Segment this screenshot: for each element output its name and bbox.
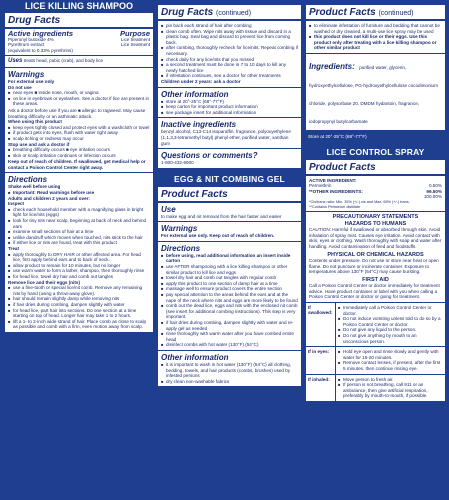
gel-directions-section [158,241,301,350]
adults-text: Adults and children 2 years and over: [8,195,90,201]
first-aid-swallowed-row [306,302,445,346]
remove-item: ■ lift a 1- to 2-inch wide strand of hair. Place comb as close to scalp as possible and comb with a firm, even motion away from scalp. [8,319,150,330]
lice-shampoo-column [4,0,154,335]
treat-item: ■ use warm water to form a lather, shampoo, then thoroughly rinse [8,268,150,274]
inhaled-item: ■ If person is not breathing, call 911 or an ambulance, then give artificial respiration, preferably by mouth-to-mouth, if possible. [338,382,443,399]
spray-product-facts-title: Product Facts [306,160,445,176]
ingredient-purpose: Lice treatment [120,36,150,42]
directions-section [5,172,153,331]
remove-item: ■ for head lice, part hair into sections. Do one section at a time starting on top of head. Longer hair may take 1 to 2 hours. [8,308,150,319]
swallowed-label: If swallowed: [306,303,336,346]
product-continued-item: ■ to eliminate infestation of furniture and bedding that cannot be washed or dry cleaned, a multi-use lice spray may be used [309,23,442,34]
swallowed-item: ■ Do not induce vomiting unless told to do so by a Poison Control Center or doctor. [338,316,443,327]
uses-section [5,55,153,67]
phone-number: 1-800-432-6900 [161,160,194,166]
first-aid-inhaled-row [306,374,445,401]
precaution-section [306,211,445,302]
gel-other-info-section [158,350,301,386]
inhaled-items [336,375,445,401]
swallowed-item: ■ Do not give anything by mouth to an unconscious person. [338,333,443,344]
drug-facts-continued-panel [157,4,302,169]
eyes-label: If in eyes: [306,347,336,373]
product-facts-continued-panel [305,4,446,131]
continued-label: (continued) [216,10,252,17]
when-using-item: ■ scalp itching or redness may occur [8,136,150,142]
remove-item: ■ hair should remain slightly damp while removing nits [8,296,150,302]
stop-use-item: ■ skin or scalp irritation continues or infection occurs [8,153,150,159]
gel-direction-item: ■ if hair dries during combing, dampen slightly with water and re-apply gel as needed [161,320,298,331]
warnings-label: Warnings [8,69,45,79]
questions-label: Questions or comments? [161,151,258,161]
uses-text: treats head, pubic (crab), and body lice [23,58,104,64]
ingredient-name: (equivalent to 0.33% pyrethrins) [8,47,73,53]
active-ingredients-label: Active ingredients [8,29,74,38]
external-use: For external use only [8,78,55,84]
right-column [305,0,446,404]
directions-label: Directions [8,175,48,185]
uses-label: Uses [8,58,23,65]
remove-item: ■ use a fine-tooth or special lice/nit comb. Remove any remaining nits by hand (using a throw-away glove). [8,285,150,296]
gel-direction-item: ■ rinse thoroughly with warm water after you have combed entire head [161,331,298,342]
physical-title: PHYSICAL OR CHEMICAL HAZARDS [327,251,424,258]
first-aid-eyes-row [306,346,445,373]
when-using-item: ■ if product gets into eyes, flush with water right away [8,130,150,136]
gel-ingredients-text: purified water, glycerin, hydroxyethylcellulose, PG-hydroxyethylcellulose cocodimonium chloride, polysorbate 20, DMDM hydantoin, fragrance, iodopropynyl butylcarbamate [309,64,438,124]
continued-item: ■ clean comb often. Wipe nits away with tissue and discard in a plastic bag. Seal bag and discard to prevent lice from coming back. [161,29,298,46]
drug-facts-continued-label: Drug Facts [161,7,214,18]
drug-facts-continued-title [158,5,301,21]
shake-text: Shake well before using [8,184,61,190]
warnings-section [5,67,153,173]
questions-section [158,148,301,168]
lice-spray-panel [305,159,446,402]
keep-out-text: Keep out of reach of children. If swallowed, get medical help or contact a Poison Control Center right away. [8,159,146,170]
treat-item: ■ apply thoroughly to DRY HAIR or other affected area. For head lice, first apply behind ears and to back of neck. [8,252,150,263]
active-ingredients-section [5,29,153,55]
inactive-ingredients-section [158,117,301,148]
inspect-item: ■ examine small sections of hair at a time [8,229,150,235]
shampoo-drug-facts-panel [4,12,154,333]
gel-direction-item: ■ towel dry hair and comb out tangles with regular comb [161,275,298,281]
inactive-text: benzyl alcohol, C13-C14 isoparaffin, fragrance, polyoxyethylene (1,1,3,3-tetramethyl butyl) phenyl ether, purified water, xanthan gum [161,129,291,146]
gel-use-section [158,203,301,222]
remove-item: ■ if hair dries during combing, dampen slightly with water [8,302,150,308]
gel-use-text: to make egg and nit removal from the hair faster and easier [161,213,282,219]
eyes-item: ■ Remove contact lenses, if present, after the first 5 minutes, then continue rinsing eye. [338,360,443,371]
egg-comb-gel-heading: EGG & NIT COMBING GEL [174,173,285,184]
inactive-label: Inactive ingredients [161,120,237,130]
gel-other-item: ■ it is important to wash in hot water (130°F) (54°C) all clothing, bedding, towels, and hair products (combs, brushes) used by infested persons [161,362,298,379]
other-info-label: Other information [161,89,229,99]
store-text: Store at 20°-25°C (68°-77°F) [308,133,367,139]
ask-doctor-text: Ask a doctor before use if you are ■ allergic to ragweed. May cause breathing difficulty or an asthmatic attack. [8,107,146,119]
gel-directions-label: Directions [161,243,201,253]
ingredient-name: Pyrethrum extract [8,42,45,48]
continued-item: ■ a second treatment must be done in 7 to 10 days to kill any newly hatched lice [161,62,298,73]
gel-other-item: ■ dry clean non-washable fabrics [161,379,298,385]
continued-directions [158,21,301,87]
precaution-text: CAUTION: Harmful if swallowed or absorbed through skin. Avoid inhalation of spray mist. Causes eye irritation. Avoid contact with skin, eyes or clothing. Wash thoroughly with soap and water after handling. Avoid contamination of feed and foodstuffs. [309,227,442,249]
gel-use-label: Use [161,204,176,214]
spray-row-name: Permethrin [309,183,332,189]
treat-item: ■ for head lice, towel dry hair and comb out tangles [8,274,150,280]
gel-direction-item: ■ apply this product to one section of damp hair at a time [161,281,298,287]
spray-row-value: 0.50% [428,183,442,189]
precaution-title: PRECAUTIONARY STATEMENTS [332,214,419,221]
swallowed-item: ■ Immediately call a Poison Control Center or doctor. [338,305,443,316]
drug-facts-title: Drug Facts [5,13,153,29]
other-info-item: ■ see package insert for additional information [161,110,298,116]
continued-label: (continued) [378,10,414,17]
inhaled-item: ■ Move person to fresh air. [338,377,443,383]
spray-note: *Cis/trans ratio: Min. 35% (+/-) cis and Max. 65% (+/-) trans. [309,199,410,204]
gel-other-label: Other information [161,352,229,362]
product-facts-continued-label: Product Facts [309,7,376,18]
when-using-label: When using this product [8,119,62,125]
other-information-section [158,87,301,118]
first-aid-text: Call a Poison Control Center or doctor immediately for treatment advice. Have product container or label with you when calling a Poison Control Center or doctor or going for treatment. [309,283,440,300]
other-info-item: ■ store at 20°-25°C (68°-77°F) [161,99,298,105]
gel-direction-item: ■ disinfect combs with hot water (130°F) (54°C) [161,342,298,348]
inspect-label: Inspect [8,201,25,207]
do-not-use-item: ■ near eyes ■ inside nose, mouth, or vagina [8,90,150,96]
ingredient-name: Piperonyl butoxide 4% [8,36,54,42]
ingredient-purpose: Lice treatment [120,42,150,48]
do-not-use-label: Do not use [8,84,32,90]
inhaled-label: If inhaled: [306,375,336,401]
stop-use-label: Stop use and ask a doctor if [8,141,70,147]
gel-direction-item: ■ massage well to ensure product covers the entire section [161,286,298,292]
purpose-label: Purpose [119,29,150,38]
gel-direction-item: ■ pay special attention to the areas behind the ears and at the nape of the neck where nits and eggs are more likely to be found [161,292,298,303]
product-continued-items [306,21,445,53]
inspect-item: ■ unlike dandruff which moves when touched, nits stick to the hair [8,235,150,241]
lice-spray-heading: LICE CONTROL SPRAY [326,146,425,157]
physical-text: Contents under pressure. Do not use or store near heat or open flame. Do not puncture or incinerate container. Exposure to temperatures above 130°F (54°C) may cause bursting. [309,258,439,275]
spray-row-name: **OTHER INGREDIENTS: [309,188,363,194]
continued-item: ■ pin back each strand of hair after combing [161,23,298,29]
continued-item: ■ after combing, thoroughly recheck for lice/nits. Repeat combing if necessary. [161,45,298,56]
gel-direction-item: ■ comb out the dead lice, eggs and nits with the enclosed nit comb (see insert for additional combing instructions). This step is very important. [161,303,298,320]
important-text: ■ Important: Read warnings before use [8,190,150,196]
inspect-item: ■ look for tiny nits near scalp, beginning at back of neck and behind ears [8,218,150,229]
shampoo-heading: LICE KILLING SHAMPOO [4,0,154,12]
when-using-item: ■ keep eyes tightly closed and protect eyes with a washcloth or towel [8,125,150,131]
gel-warnings-section [158,221,301,241]
gel-ingredients-section [306,53,445,130]
spray-row-value: 100.00% [423,194,442,200]
gel-ingredients-label: Ingredients: [309,61,355,71]
precaution-subtitle: HAZARDS TO HUMANS [344,220,407,227]
gel-warnings-label: Warnings [161,224,198,234]
continued-item: ■ if infestation continues, see a doctor for other treatments [161,73,298,79]
treat-label: Treat [8,246,19,251]
gel-warnings-text: For external use only. Keep out of reach of children. [161,233,275,239]
eyes-item: ■ Hold eye open and rinse slowly and gently with water for 15-20 minutes. [338,349,443,360]
do-not-use-item: ■ on lice in eyebrows or eyelashes. See a doctor if lice are present in these areas. [8,96,150,107]
product-continued-item: ■ this product does not kill lice or their eggs. Use this product only after treating with a lice killing shampoo or other similar product [309,34,442,51]
product-facts-continued-title [306,5,445,21]
eyes-items [336,347,445,373]
middle-column [157,0,302,389]
first-aid-title: FIRST AID [362,276,389,283]
treat-item: ■ allow product to remain for 10 minutes, but no longer [8,263,150,269]
continued-item: ■ check daily for any lice/nits that you missed [161,57,298,63]
swallowed-items [336,303,445,346]
egg-comb-gel-panel [157,186,302,388]
gel-direction-item: ■ use AFTER shampooing with a lice killing shampoo or other similar product to kill lice and eggs [161,264,298,275]
swallowed-item: ■ Do not give any liquid to the person. [338,327,443,333]
spray-row-value: 99.50% [426,188,442,194]
other-info-item: ■ keep carton for important product information [161,104,298,110]
remove-label: Remove lice and their eggs (nits) [8,279,80,285]
spray-active-section [306,176,445,212]
spray-active-label: ACTIVE INGREDIENT: [309,177,357,183]
inspect-item: ■ check each household member with a magnifying glass in bright light for lice/nits (eggs) [8,207,150,218]
gel-direction-item: ■ before using, read additional information an insert inside carton [161,253,298,264]
inspect-item: ■ if either lice or nits are found, treat with this product [8,240,150,246]
children-under-2: Children under 2 years: ask a doctor [161,78,241,84]
stop-use-item: ■ breathing difficulty occurs ■ eye irritation occurs [8,147,150,153]
spray-note-2: **Contains Petroleum distillate [309,204,361,209]
product-facts-title: Product Facts [158,187,301,203]
